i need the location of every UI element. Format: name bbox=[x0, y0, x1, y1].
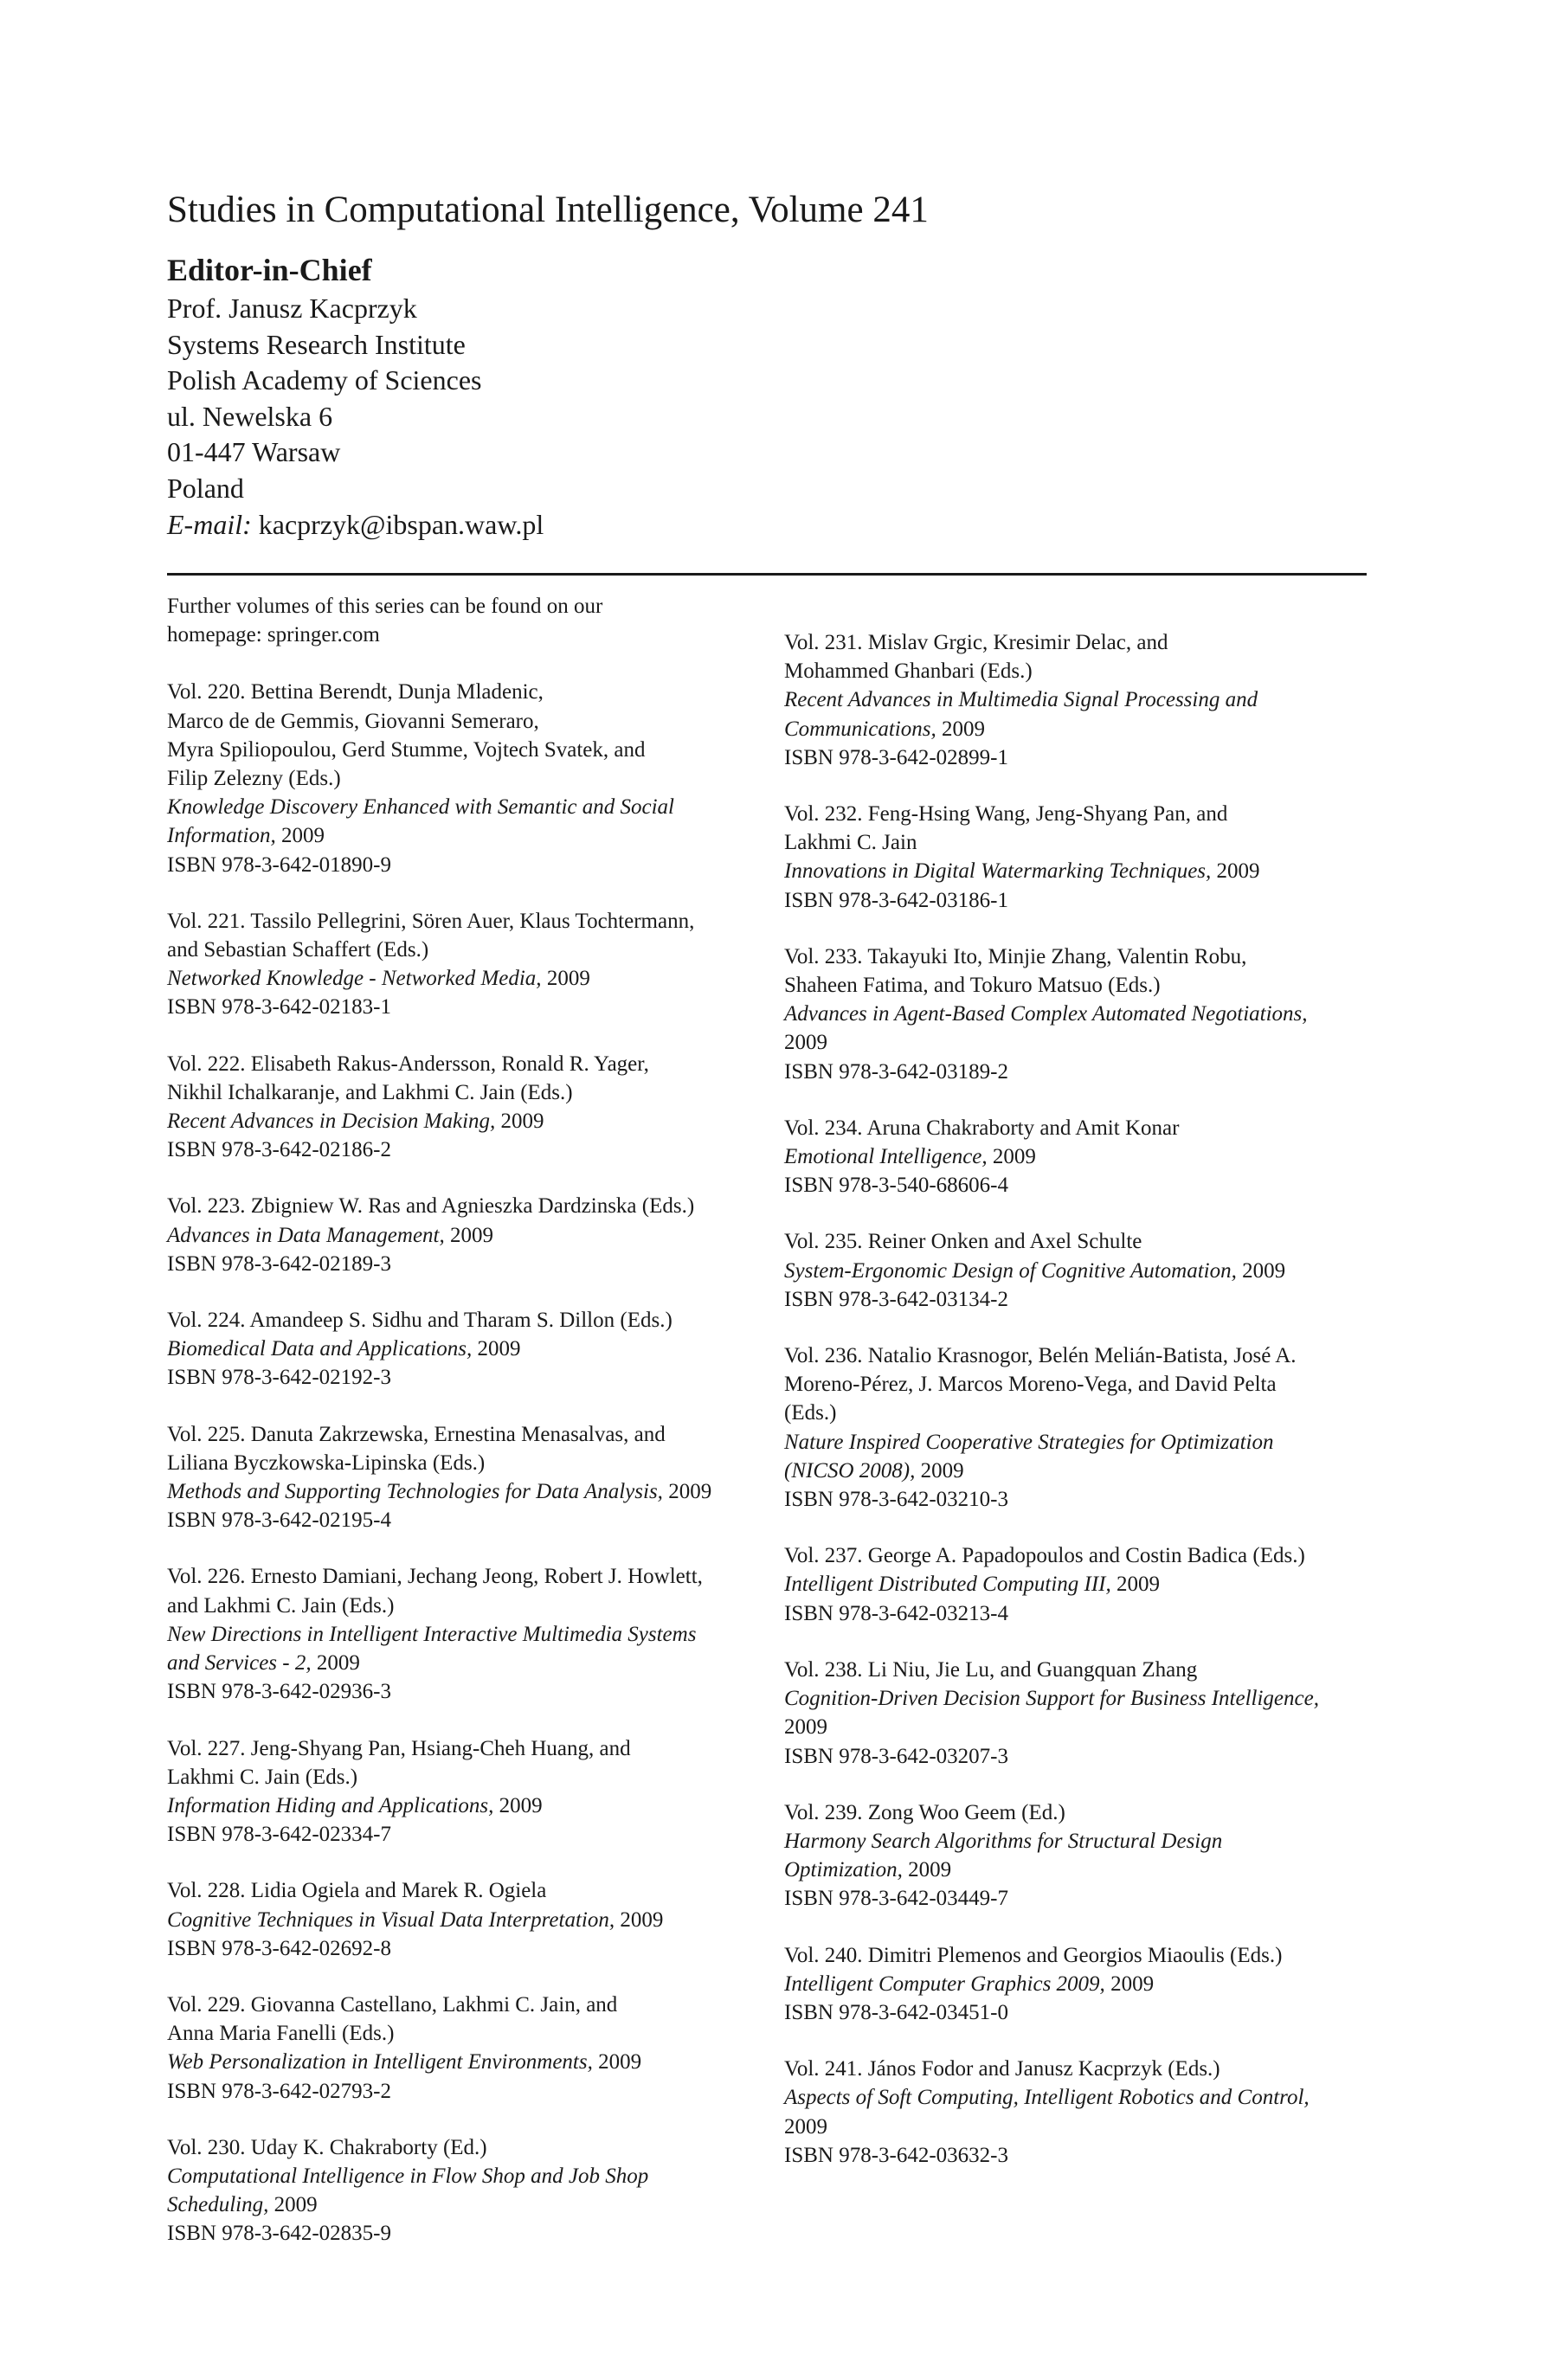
volume-year: 2009 bbox=[620, 1907, 664, 1932]
volume-year: 2009 bbox=[920, 1458, 964, 1483]
volume-title-line bbox=[167, 1791, 773, 1820]
volume-authors-line: Vol. 233. Takayuki Ito, Minjie Zhang, Valentin Robu, bbox=[784, 944, 1247, 968]
volume-title: Intelligent Distributed Computing III, bbox=[784, 1573, 1111, 1597]
volume-isbn: ISBN 978-3-642-02835-9 bbox=[167, 2222, 392, 2246]
volume-title: Cognition-Driven Decision Support for Business Intelligence, bbox=[784, 1687, 1319, 1711]
volume-title-line bbox=[167, 1649, 773, 1677]
volume-title-line bbox=[167, 821, 773, 850]
volume-authors-line: Vol. 230. Uday K. Chakraborty (Ed.) bbox=[167, 2135, 487, 2159]
volume-isbn: ISBN 978-3-642-03207-3 bbox=[784, 1744, 1009, 1768]
volume-title: Knowledge Discovery Enhanced with Semantic and Social bbox=[167, 795, 674, 820]
volume-title: Scheduling, bbox=[167, 2193, 269, 2217]
volume-isbn: ISBN 978-3-642-03632-3 bbox=[784, 2143, 1009, 2167]
volume-authors-line: Vol. 228. Lidia Ogiela and Marek R. Ogiela bbox=[167, 1879, 547, 1903]
volume-title-line bbox=[167, 2048, 773, 2076]
volume-title-line bbox=[167, 1221, 773, 1250]
volume-entry bbox=[167, 1050, 773, 1165]
volume-entry bbox=[784, 942, 1373, 1086]
volume-title: Harmony Search Algorithms for Structural Design bbox=[784, 1829, 1223, 1853]
volume-authors-line: Myra Spiliopoulou, Gerd Stumme, Vojtech Svatek, and bbox=[167, 737, 646, 762]
volume-authors-line: Filip Zelezny (Eds.) bbox=[167, 767, 341, 791]
volume-entry bbox=[167, 1734, 773, 1849]
volume-isbn: ISBN 978-3-540-68606-4 bbox=[784, 1174, 1009, 1198]
volume-title: Web Personalization in Intelligent Environments, bbox=[167, 2050, 593, 2074]
volume-title-line bbox=[784, 685, 1373, 714]
volume-list-left bbox=[167, 678, 773, 2248]
volume-authors-line: Vol. 226. Ernesto Damiani, Jechang Jeong, Robert J. Howlett, bbox=[167, 1565, 703, 1589]
editor-academy: Polish Academy of Sciences bbox=[167, 364, 482, 396]
volume-entry bbox=[784, 1227, 1373, 1314]
volume-year: 2009 bbox=[784, 1715, 827, 1740]
editor-name: Prof. Janusz Kacprzyk bbox=[167, 293, 417, 324]
volume-authors-line: Lakhmi C. Jain (Eds.) bbox=[167, 1765, 358, 1789]
volume-isbn: ISBN 978-3-642-03210-3 bbox=[784, 1488, 1009, 1512]
volume-title-line bbox=[784, 1142, 1373, 1171]
volume-authors-line: Nikhil Ichalkaranje, and Lakhmi C. Jain (Eds.) bbox=[167, 1080, 573, 1104]
volume-authors-line: Lakhmi C. Jain bbox=[784, 831, 917, 855]
volume-entry bbox=[167, 678, 773, 878]
volume-authors-line: Vol. 223. Zbigniew W. Ras and Agnieszka Dardzinska (Eds.) bbox=[167, 1194, 695, 1219]
volume-isbn: ISBN 978-3-642-02189-3 bbox=[167, 1251, 392, 1276]
volume-column-right bbox=[784, 628, 1373, 2197]
volume-isbn: ISBN 978-3-642-02936-3 bbox=[167, 1680, 392, 1704]
volume-year: 2009 bbox=[668, 1480, 712, 1504]
volume-title: Methods and Supporting Technologies for Data Analysis, bbox=[167, 1480, 663, 1504]
series-intro bbox=[167, 592, 773, 649]
volume-title: Communications, bbox=[784, 717, 936, 741]
series-title: Studies in Computational Intelligence, Volume 241 bbox=[167, 190, 929, 230]
intro-line: homepage: springer.com bbox=[167, 623, 380, 647]
volume-entry bbox=[167, 1192, 773, 1278]
volume-authors-line: Vol. 232. Feng-Hsing Wang, Jeng-Shyang Pan, and bbox=[784, 802, 1228, 827]
volume-title-line bbox=[167, 1335, 773, 1363]
volume-authors-line: and Lakhmi C. Jain (Eds.) bbox=[167, 1593, 395, 1618]
volume-title: Networked Knowledge - Networked Media, bbox=[167, 967, 542, 991]
volume-authors-line: (Eds.) bbox=[784, 1401, 837, 1425]
volume-title: Computational Intelligence in Flow Shop and Job Shop bbox=[167, 2164, 649, 2188]
volume-authors-line: Vol. 236. Natalio Krasnogor, Belén Melián-Batista, José A. bbox=[784, 1344, 1297, 1368]
volume-entry bbox=[167, 2133, 773, 2248]
volume-entry bbox=[784, 1541, 1373, 1628]
volume-isbn: ISBN 978-3-642-03451-0 bbox=[784, 2000, 1009, 2024]
volume-title-line bbox=[784, 2083, 1373, 2112]
editor-country: Poland bbox=[167, 472, 244, 504]
editor-street: ul. Newelska 6 bbox=[167, 400, 333, 432]
volume-isbn: ISBN 978-3-642-02793-2 bbox=[167, 2079, 392, 2103]
volume-year: 2009 bbox=[274, 2193, 318, 2217]
volume-title: System-Ergonomic Design of Cognitive Automation, bbox=[784, 1258, 1237, 1283]
volume-title-line bbox=[784, 715, 1373, 743]
volume-authors-line: Vol. 221. Tassilo Pellegrini, Sören Auer, Klaus Tochtermann, bbox=[167, 909, 695, 933]
volume-authors-line: Vol. 234. Aruna Chakraborty and Amit Konar bbox=[784, 1116, 1180, 1140]
volume-year: 2009 bbox=[1216, 859, 1260, 884]
volume-title-line bbox=[784, 1428, 1373, 1457]
email-label: E-mail: bbox=[167, 508, 252, 540]
volume-title-line bbox=[167, 2162, 773, 2190]
volume-title-line bbox=[784, 1570, 1373, 1598]
volume-title-line bbox=[784, 1827, 1373, 1856]
volume-entry bbox=[167, 1420, 773, 1535]
editor-city: 01-447 Warsaw bbox=[167, 436, 341, 468]
volume-authors-line: Mohammed Ghanbari (Eds.) bbox=[784, 659, 1033, 684]
volume-title-line bbox=[167, 1107, 773, 1135]
volume-title-line bbox=[167, 1477, 773, 1506]
volume-title: Aspects of Soft Computing, Intelligent Robotics and Control, bbox=[784, 2086, 1310, 2110]
volume-isbn: ISBN 978-3-642-03449-7 bbox=[784, 1887, 1009, 1911]
volume-title-line bbox=[167, 964, 773, 993]
email-address: kacprzyk@ibspan.waw.pl bbox=[258, 508, 544, 540]
volume-authors-line: Vol. 238. Li Niu, Jie Lu, and Guangquan Zhang bbox=[784, 1657, 1198, 1682]
volume-title: Advances in Agent-Based Complex Automated Negotiations, bbox=[784, 1002, 1308, 1026]
volume-isbn: ISBN 978-3-642-02183-1 bbox=[167, 995, 392, 1020]
volume-title-line bbox=[167, 793, 773, 821]
volume-year: 2009 bbox=[1116, 1573, 1160, 1597]
volume-column-left bbox=[167, 592, 773, 2276]
volume-title-line bbox=[784, 1457, 1373, 1485]
volume-list-right bbox=[784, 628, 1373, 2170]
volume-title-line bbox=[167, 2190, 773, 2219]
volume-title: Intelligent Computer Graphics 2009, bbox=[784, 1972, 1105, 1996]
volume-title-line bbox=[784, 1257, 1373, 1285]
volume-authors-line: Vol. 237. George A. Papadopoulos and Costin Badica (Eds.) bbox=[784, 1544, 1305, 1568]
volume-title: Cognitive Techniques in Visual Data Interpretation, bbox=[167, 1907, 615, 1932]
volume-entry bbox=[167, 1876, 773, 1963]
editor-email-line bbox=[167, 507, 544, 544]
volume-entry bbox=[167, 1562, 773, 1706]
volume-title: Biomedical Data and Applications, bbox=[167, 1337, 473, 1361]
volume-entry bbox=[784, 1656, 1373, 1771]
volume-year: 2009 bbox=[450, 1223, 494, 1247]
horizontal-rule bbox=[167, 573, 1367, 576]
volume-authors-line: Vol. 220. Bettina Berendt, Dunja Mladenic, bbox=[167, 680, 544, 704]
volume-authors-line: and Sebastian Schaffert (Eds.) bbox=[167, 938, 429, 962]
volume-title-line bbox=[784, 1970, 1373, 1998]
volume-year: 2009 bbox=[477, 1337, 521, 1361]
volume-entry bbox=[784, 2055, 1373, 2170]
volume-title-line bbox=[784, 1000, 1373, 1028]
volume-authors-line: Vol. 239. Zong Woo Geem (Ed.) bbox=[784, 1800, 1065, 1824]
volume-year: 2009 bbox=[499, 1793, 543, 1817]
volume-authors-line: Vol. 241. János Fodor and Janusz Kacprzyk (Eds.) bbox=[784, 2057, 1220, 2081]
volume-authors-line: Vol. 235. Reiner Onken and Axel Schulte bbox=[784, 1230, 1142, 1254]
volume-authors-line: Vol. 240. Dimitri Plemenos and Georgios Miaoulis (Eds.) bbox=[784, 1943, 1283, 1967]
volume-title: New Directions in Intelligent Interactive Multimedia Systems bbox=[167, 1622, 697, 1646]
volume-isbn: ISBN 978-3-642-02692-8 bbox=[167, 1936, 392, 1960]
volume-year: 2009 bbox=[546, 967, 590, 991]
volume-entry bbox=[784, 628, 1373, 772]
editor-heading: Editor-in-Chief bbox=[167, 253, 372, 287]
volume-year: 2009 bbox=[1110, 1972, 1155, 1996]
volume-title-line bbox=[167, 1906, 773, 1934]
volume-entry bbox=[784, 1941, 1373, 2028]
volume-authors-line: Vol. 231. Mislav Grgic, Kresimir Delac, and bbox=[784, 631, 1168, 654]
volume-title: Innovations in Digital Watermarking Techniques, bbox=[784, 859, 1212, 884]
volume-isbn: ISBN 978-3-642-03213-4 bbox=[784, 1601, 1009, 1625]
volume-year: 2009 bbox=[784, 1031, 827, 1055]
volume-isbn: ISBN 978-3-642-02195-4 bbox=[167, 1508, 392, 1533]
volume-year: 2009 bbox=[500, 1110, 544, 1134]
volume-year: 2009 bbox=[908, 1858, 952, 1882]
volume-isbn: ISBN 978-3-642-02334-7 bbox=[167, 1823, 392, 1847]
volume-year: 2009 bbox=[1242, 1258, 1286, 1283]
volume-entry bbox=[784, 800, 1373, 915]
volume-entry bbox=[167, 907, 773, 1022]
volume-title: Advances in Data Management, bbox=[167, 1223, 445, 1247]
volume-isbn: ISBN 978-3-642-03189-2 bbox=[784, 1059, 1009, 1084]
volume-entry bbox=[784, 1114, 1373, 1200]
volume-authors-line: Vol. 229. Giovanna Castellano, Lakhmi C. Jain, and bbox=[167, 1992, 618, 2017]
volume-title: and Services - 2, bbox=[167, 1651, 312, 1676]
volume-authors-line: Shaheen Fatima, and Tokuro Matsuo (Eds.) bbox=[784, 974, 1161, 998]
volume-year: 2009 bbox=[280, 824, 325, 848]
volume-title: Recent Advances in Multimedia Signal Processing and bbox=[784, 688, 1258, 712]
volume-title-line bbox=[167, 1620, 773, 1649]
volume-authors-line: Marco de de Gemmis, Giovanni Semeraro, bbox=[167, 709, 539, 733]
editor-institute: Systems Research Institute bbox=[167, 328, 466, 360]
intro-line: Further volumes of this series can be found on our bbox=[167, 595, 603, 618]
volume-year: 2009 bbox=[316, 1651, 360, 1676]
volume-title: Information Hiding and Applications, bbox=[167, 1793, 494, 1817]
volume-isbn: ISBN 978-3-642-01890-9 bbox=[167, 852, 392, 877]
volume-authors-line: Vol. 227. Jeng-Shyang Pan, Hsiang-Cheh Huang, and bbox=[167, 1736, 631, 1760]
volume-authors-line: Liliana Byczkowska-Lipinska (Eds.) bbox=[167, 1451, 486, 1475]
volume-authors-line: Anna Maria Fanelli (Eds.) bbox=[167, 2022, 395, 2046]
volume-year: 2009 bbox=[784, 2114, 827, 2139]
volume-title: Emotional Intelligence, bbox=[784, 1145, 988, 1169]
volume-entry bbox=[784, 1341, 1373, 1514]
volume-isbn: ISBN 978-3-642-02899-1 bbox=[784, 745, 1009, 769]
volume-isbn: ISBN 978-3-642-03134-2 bbox=[784, 1287, 1009, 1311]
volume-entry bbox=[167, 1306, 773, 1393]
volume-isbn: ISBN 978-3-642-02192-3 bbox=[167, 1366, 392, 1390]
volume-title: (NICSO 2008), bbox=[784, 1458, 916, 1483]
volume-authors-line: Moreno-Pérez, J. Marcos Moreno-Vega, and David Pelta bbox=[784, 1373, 1277, 1397]
volume-authors-line: Vol. 222. Elisabeth Rakus-Andersson, Ronald R. Yager, bbox=[167, 1052, 649, 1076]
volume-authors-line: Vol. 225. Danuta Zakrzewska, Ernestina Menasalvas, and bbox=[167, 1422, 666, 1446]
volume-isbn: ISBN 978-3-642-03186-1 bbox=[784, 888, 1009, 912]
volume-title: Information, bbox=[167, 824, 276, 848]
volume-title: Optimization, bbox=[784, 1858, 903, 1882]
volume-entry bbox=[784, 1798, 1373, 1914]
volume-year: 2009 bbox=[941, 717, 985, 741]
volume-entry bbox=[167, 1991, 773, 2106]
volume-title-line bbox=[784, 1684, 1373, 1713]
volume-title: Nature Inspired Cooperative Strategies for Optimization bbox=[784, 1430, 1274, 1454]
editor-block bbox=[167, 251, 544, 543]
volume-year: 2009 bbox=[598, 2050, 642, 2074]
volume-title-line bbox=[784, 857, 1373, 885]
volume-title-line bbox=[784, 1856, 1373, 1884]
volume-authors-line: Vol. 224. Amandeep S. Sidhu and Tharam S. Dillon (Eds.) bbox=[167, 1309, 673, 1333]
volume-year: 2009 bbox=[992, 1145, 1036, 1169]
volume-title: Recent Advances in Decision Making, bbox=[167, 1110, 496, 1134]
volume-isbn: ISBN 978-3-642-02186-2 bbox=[167, 1138, 392, 1162]
